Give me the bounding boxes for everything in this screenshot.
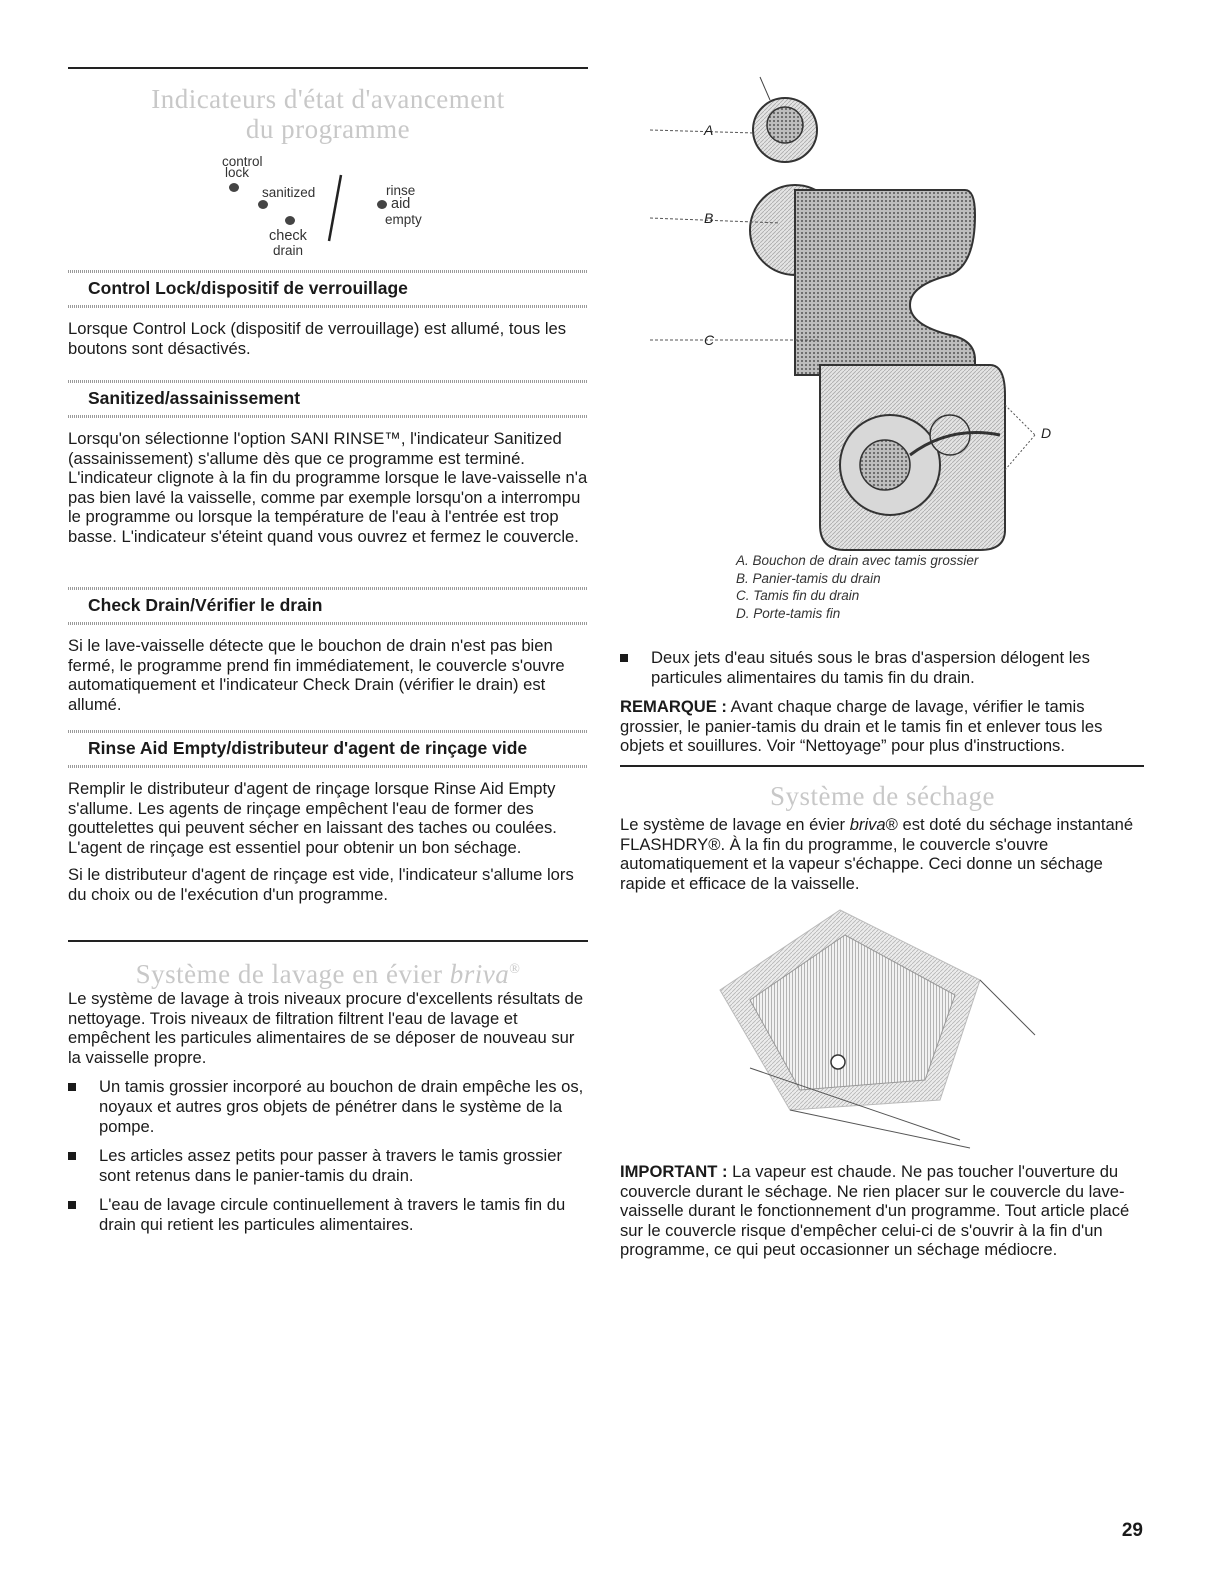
wash-bullets — [68, 1077, 588, 1234]
caption-c: C. Tamis fin du drain — [736, 588, 860, 603]
list-item: Deux jets d'eau situés sous le bras d'aspersion délogent les particules alimentaires du tamis fin du drain. — [620, 648, 1145, 687]
progress-title-line2: du programme — [245, 114, 411, 144]
label-lock: lock — [225, 165, 250, 180]
list-item: Les articles assez petits pour passer à travers le tamis grossier sont retenus dans le panier-tamis du drain. — [68, 1146, 588, 1185]
divider — [68, 415, 588, 418]
note-text: Avant chaque charge de lavage, vérifier le tamis grossier, le panier-tamis du drain et le tamis fin et enlever tous les objets et souillures. Voir “Nettoyage” pour plus d'instructions. — [620, 697, 1103, 756]
drying-system-title: Système de séchage — [770, 781, 995, 811]
lid-illustration — [680, 900, 1040, 1150]
label-control: control — [222, 154, 263, 169]
wash-system-text: Le système de lavage à trois niveaux procure d'excellents résultats de nettoyage. Trois niveaux de filtration filtrent l'eau de lavage et empêchent les particules alimentaires de se déposer de nouveau sur la vaisselle propre. — [68, 989, 584, 1067]
divider — [68, 305, 588, 308]
drying-text — [620, 815, 1145, 893]
label-empty: empty — [385, 212, 422, 227]
wash-title-brand: briva — [449, 959, 510, 989]
check-drain-heading: Check Drain/Vérifier le drain — [88, 595, 323, 615]
wash-system-body — [68, 989, 588, 1245]
control-lock-heading: Control Lock/dispositif de verrouillage — [88, 278, 408, 298]
label-rinse: rinse — [386, 183, 416, 198]
important-text: La vapeur est chaude. Ne pas toucher l'ouverture du couvercle durant le séchage. Ne rien placer sur le couvercle du lave-vaisselle durant le fonctionnement d'un programme. Tout article placé sur le couvercle risque d'empêcher celui-ci de s'ouvrir à la fin d'un programme, ce qui peut occasionner un séchage médiocre. — [620, 1162, 1130, 1260]
check-drain-text: Si le lave-vaisselle détecte que le bouchon de drain n'est pas bien fermé, le programme prend fin immédiatement, le couvercle s'ouvre automatiquement et l'indicateur Check Drain (vérifier le drain) est allumé. — [68, 636, 565, 714]
rinse-aid-text2: Si le distributeur d'agent de rinçage est vide, l'indicateur s'allume lors du choix ou de l'exécution d'un programme. — [68, 865, 574, 904]
important-label: IMPORTANT : — [620, 1162, 728, 1181]
rinse-aid-indicator-icon — [377, 200, 387, 209]
page-number: 29 — [1121, 1520, 1143, 1541]
drying-text-b: ® est doté du séchage instantané FLASHDRY®. À la fin du programme, le couvercle s'ouvre automatiquement et la vapeur s'échappe. Ceci donne un séchage rapide et efficace de la vaisselle. — [620, 815, 1134, 893]
progress-title — [68, 84, 588, 144]
figure-label-a: A — [704, 122, 714, 138]
note-label: REMARQUE : — [620, 697, 727, 717]
figure-label-b: B — [704, 210, 714, 226]
label-sanitized: sanitized — [262, 185, 316, 200]
drain-figure — [620, 75, 1145, 555]
top-rule — [68, 67, 588, 69]
label-aid: aid — [391, 196, 411, 212]
slash-divider-icon — [325, 173, 345, 243]
wash-title-text: Système de lavage en évier — [135, 959, 443, 989]
divider — [68, 622, 588, 625]
caption-a: A. Bouchon de drain avec tamis grossier — [736, 553, 979, 568]
rinse-aid-section — [68, 730, 588, 905]
control-lock-text: Lorsque Control Lock (dispositif de verrouillage) est allumé, tous les boutons sont désactivés. — [68, 319, 567, 358]
label-drain: drain — [273, 243, 304, 258]
list-item: L'eau de lavage circule continuellement à travers le tamis fin du drain qui retient les particules alimentaires. — [68, 1195, 588, 1234]
section-rule — [68, 940, 588, 942]
drying-text-brand: briva — [849, 815, 886, 834]
lid-figure — [680, 900, 1040, 1150]
list-item: Un tamis grossier incorporé au bouchon de drain empêche les os, noyaux et autres gros objets de pénétrer dans le système de la pompe. — [68, 1077, 588, 1136]
caption-b: B. Panier-tamis du drain — [736, 570, 881, 586]
control-lock-indicator-icon — [229, 183, 239, 192]
jets-and-note — [620, 648, 1145, 756]
important-note — [620, 1162, 1145, 1260]
divider — [68, 765, 588, 768]
check-drain-indicator-icon — [285, 216, 295, 225]
sanitized-section — [68, 380, 588, 547]
drying-system-body — [620, 815, 1145, 893]
sanitized-text: Lorsqu'on sélectionne l'option SANI RINSE™, l'indicateur Sanitized (assainissement) s'allume dès que ce programme est terminé. L'indicateur clignote à la fin du programme lorsque le lave-vaisselle n'a pas bien lavé la vaisselle, comme par exemple lorsqu'on a interrompu le programme ou lorsque la température de l'eau à l'entrée est trop basse. L'indicateur s'éteint quand vous ouvrez et fermez le couvercle. — [68, 429, 588, 546]
drying-text-a: Le système de lavage en évier — [620, 815, 850, 834]
check-drain-section — [68, 587, 588, 714]
drain-illustration — [620, 75, 1145, 555]
figure-label-c: C — [704, 332, 715, 348]
figure-captions — [736, 552, 1136, 622]
section-rule — [620, 765, 1144, 767]
indicator-panel — [218, 155, 458, 265]
important-paragraph — [620, 1162, 1145, 1260]
jets-bullets — [620, 648, 1145, 687]
caption-d: D. Porte-tamis fin — [736, 605, 841, 621]
rinse-aid-text1: Remplir le distributeur d'agent de rinçage lorsque Rinse Aid Empty s'allume. Les agents de rinçage empêchent l'eau de former des gouttelettes qui peuvent sécher en laissant des taches ou coulées. L'agent de rinçage est essentiel pour obtenir un bon séchage. — [68, 779, 557, 857]
progress-title-line1: Indicateurs d'état d'avancement — [151, 84, 505, 114]
sanitized-indicator-icon — [258, 200, 268, 209]
figure-label-d: D — [1041, 425, 1052, 441]
wash-system-title — [68, 955, 588, 989]
wash-title-reg: ® — [509, 962, 521, 977]
control-lock-section — [68, 270, 588, 358]
label-check: check — [269, 228, 307, 244]
sanitized-heading: Sanitized/assainissement — [88, 388, 301, 408]
rinse-aid-heading: Rinse Aid Empty/distributeur d'agent de rinçage vide — [88, 738, 528, 758]
note-paragraph — [620, 697, 1145, 756]
